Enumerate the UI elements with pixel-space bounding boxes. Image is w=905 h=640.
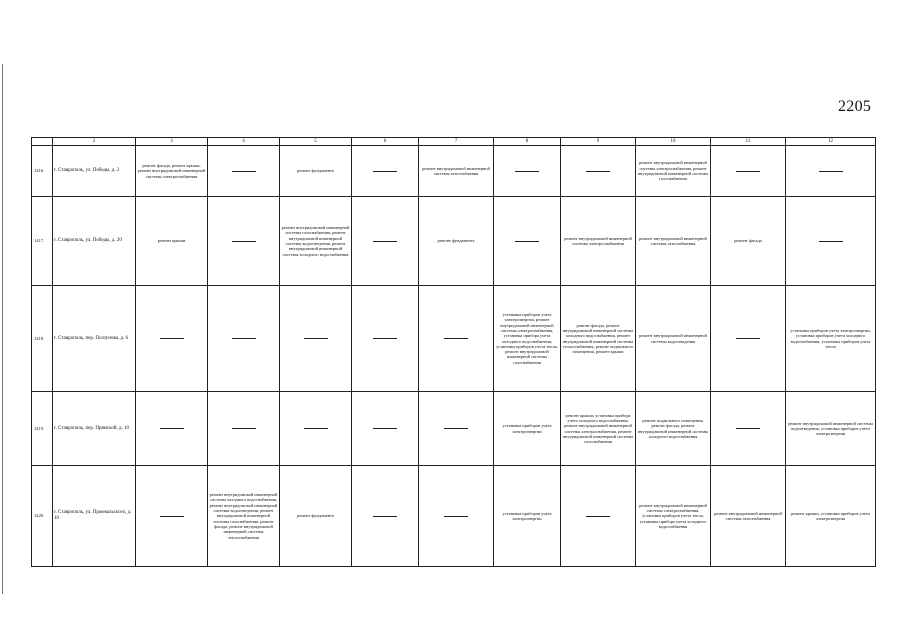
cell-col-8: установка приборов учета электроэнергии: [494, 392, 561, 466]
cell-col-6: [352, 466, 419, 567]
cell-col-7: ремонт внутридомовой инженерной системы газоснабжения: [419, 146, 494, 197]
cell-col-9: ремонт крыши, установка прибора учета холодного водоснабжения, ремонт внутридомовой инженерной системы электроснабжения, ремонт внутридомовой инженерной системы газоснабжения: [561, 392, 636, 466]
dash-mark: [515, 241, 539, 242]
left-margin-rule: [2, 64, 3, 594]
cell-col-10: ремонт внутридомовой инженерной системы электроснабжения, установка приборов учета тепла, установка прибора учета холодного водоснабжения: [636, 466, 711, 567]
cell-col-5: ремонт фундамента: [280, 146, 352, 197]
cell-col-10: ремонт подвального помещения, ремонт фасада, ремонт внутридомовой инженерной системы холодного водоснабжения: [636, 392, 711, 466]
address-cell: г. Ставрополь, ул. Пржевальского, д. 10: [53, 466, 136, 567]
dash-mark: [586, 171, 610, 172]
cell-col-4: [208, 392, 280, 466]
dash-mark: [160, 338, 184, 339]
row-number: 1419.: [32, 392, 53, 466]
cell-col-6: [352, 392, 419, 466]
header-cell-11: 11: [711, 138, 786, 146]
cell-col-9: ремонт фасада, ремонт внутридомовой инженерной системы холодного водоснабжения, ремонт внутридомовой инженерной системы теплоснабжения, ремонт подвального помещения, ремонт крыши: [561, 286, 636, 392]
dash-mark: [232, 171, 256, 172]
table-row: [32, 466, 876, 567]
cell-col-4: ремонт внутридомовой инженерной системы холодного водоснабжения, ремонт внутридомовой инженерной системы водоотведения, ремонт внутридомовой инженерной системы газоснабжения, ремонт фасада, ремонт внутридомовой инженерной системы теплоснабжения: [208, 466, 280, 567]
dash-mark: [373, 171, 397, 172]
header-cell-2: 2: [53, 138, 136, 146]
cell-col-7: [419, 392, 494, 466]
dash-mark: [160, 428, 184, 429]
dash-mark: [373, 516, 397, 517]
cell-col-7: [419, 466, 494, 567]
cell-col-4: [208, 146, 280, 197]
cell-col-11: ремонт внутридомовой инженерной системы газоснабжения: [711, 466, 786, 567]
dash-mark: [515, 171, 539, 172]
address-cell: г. Ставрополь, пер. Ползунова, д. 6: [53, 286, 136, 392]
cell-col-9: [561, 466, 636, 567]
cell-col-12: [786, 146, 876, 197]
dash-mark: [444, 516, 468, 517]
row-number: 1416.: [32, 146, 53, 197]
header-cell-9: 9: [561, 138, 636, 146]
cell-col-11: [711, 392, 786, 466]
cell-col-8: [494, 197, 561, 286]
cell-col-12: ремонт крыши, установка приборов учета электроэнергии: [786, 466, 876, 567]
row-number: 1418.: [32, 286, 53, 392]
row-number: 1417.: [32, 197, 53, 286]
cell-col-12: [786, 197, 876, 286]
cell-col-10: ремонт внутридомовой инженерной системы электроснабжения, ремонт внутридомовой инженерной системы газоснабжения: [636, 146, 711, 197]
dash-mark: [232, 241, 256, 242]
dash-mark: [736, 428, 760, 429]
dash-mark: [586, 516, 610, 517]
table-row: [32, 392, 876, 466]
dash-mark: [444, 338, 468, 339]
address-cell: г. Ставрополь, ул. Победы, д. 2: [53, 146, 136, 197]
cell-col-12: установка приборов учета электроэнергии, установка приборов учета холодного водоснабжения, установка приборов учета тепла: [786, 286, 876, 392]
cell-col-3: [136, 286, 208, 392]
dash-mark: [736, 171, 760, 172]
dash-mark: [373, 338, 397, 339]
table-row: [32, 286, 876, 392]
header-cell-5: 5: [280, 138, 352, 146]
address-cell: г. Ставрополь, ул. Победы, д. 20: [53, 197, 136, 286]
dash-mark: [232, 338, 256, 339]
cell-col-3: [136, 392, 208, 466]
row-number: 1420.: [32, 466, 53, 567]
cell-col-9: [561, 146, 636, 197]
cell-col-9: ремонт внутридомовой инженерной системы электроснабжения: [561, 197, 636, 286]
cell-col-11: ремонт фасада: [711, 197, 786, 286]
header-cell-7: 7: [419, 138, 494, 146]
cell-col-4: [208, 286, 280, 392]
cell-col-5: [280, 286, 352, 392]
cell-col-7: ремонт фундамента: [419, 197, 494, 286]
cell-col-3: [136, 466, 208, 567]
dash-mark: [373, 241, 397, 242]
header-cell-8: 8: [494, 138, 561, 146]
page-number: 2205: [838, 98, 872, 115]
dash-mark: [160, 516, 184, 517]
cell-col-3: ремонт фасада, ремонт крыши, ремонт внутридомовой инженерной системы электроснабжения: [136, 146, 208, 197]
dash-mark: [304, 338, 328, 339]
dash-mark: [736, 338, 760, 339]
dash-mark: [819, 241, 843, 242]
header-cell-1: [32, 138, 53, 146]
cell-col-11: [711, 286, 786, 392]
cell-col-6: [352, 286, 419, 392]
cell-col-6: [352, 197, 419, 286]
cell-col-11: [711, 146, 786, 197]
header-cell-12: 12: [786, 138, 876, 146]
cell-col-5: ремонт внутридомовой инженерной системы газоснабжения, ремонт внутридомовой инженерной системы водоотведения, ремонт внутридомовой инженерной системы холодного водоснабжения: [280, 197, 352, 286]
dash-mark: [232, 428, 256, 429]
dash-mark: [373, 428, 397, 429]
cell-col-6: [352, 146, 419, 197]
header-cell-3: 3: [136, 138, 208, 146]
repair-schedule-table: [31, 137, 876, 567]
cell-col-5: [280, 392, 352, 466]
cell-col-7: [419, 286, 494, 392]
table-row: [32, 146, 876, 197]
cell-col-8: [494, 146, 561, 197]
cell-col-12: ремонт внутридомовой инженерной системы водоотведения, установка приборов учета электроэнергии: [786, 392, 876, 466]
header-row: [32, 138, 876, 146]
dash-mark: [444, 428, 468, 429]
cell-col-10: ремонт внутридомовой инженерной системы газоснабжения: [636, 197, 711, 286]
cell-col-8: установка приборов учета электроэнергии, ремонт внутридомовой инженерной системы электроснабжения, установка прибора учета холодного водоснабжения, установка приборов учета тепла, ремонт внутридомовой инженерной системы газоснабжения: [494, 286, 561, 392]
cell-col-4: [208, 197, 280, 286]
address-cell: г. Ставрополь, пер. Прямской, д. 10: [53, 392, 136, 466]
header-cell-10: 10: [636, 138, 711, 146]
cell-col-3: ремонт крыши: [136, 197, 208, 286]
dash-mark: [819, 171, 843, 172]
header-cell-4: 4: [208, 138, 280, 146]
dash-mark: [304, 428, 328, 429]
header-cell-6: 6: [352, 138, 419, 146]
table-row: [32, 197, 876, 286]
cell-col-5: ремонт фундамента: [280, 466, 352, 567]
cell-col-8: установка приборов учета электроэнергии: [494, 466, 561, 567]
cell-col-10: ремонт внутридомовой инженерной системы водоотведения: [636, 286, 711, 392]
